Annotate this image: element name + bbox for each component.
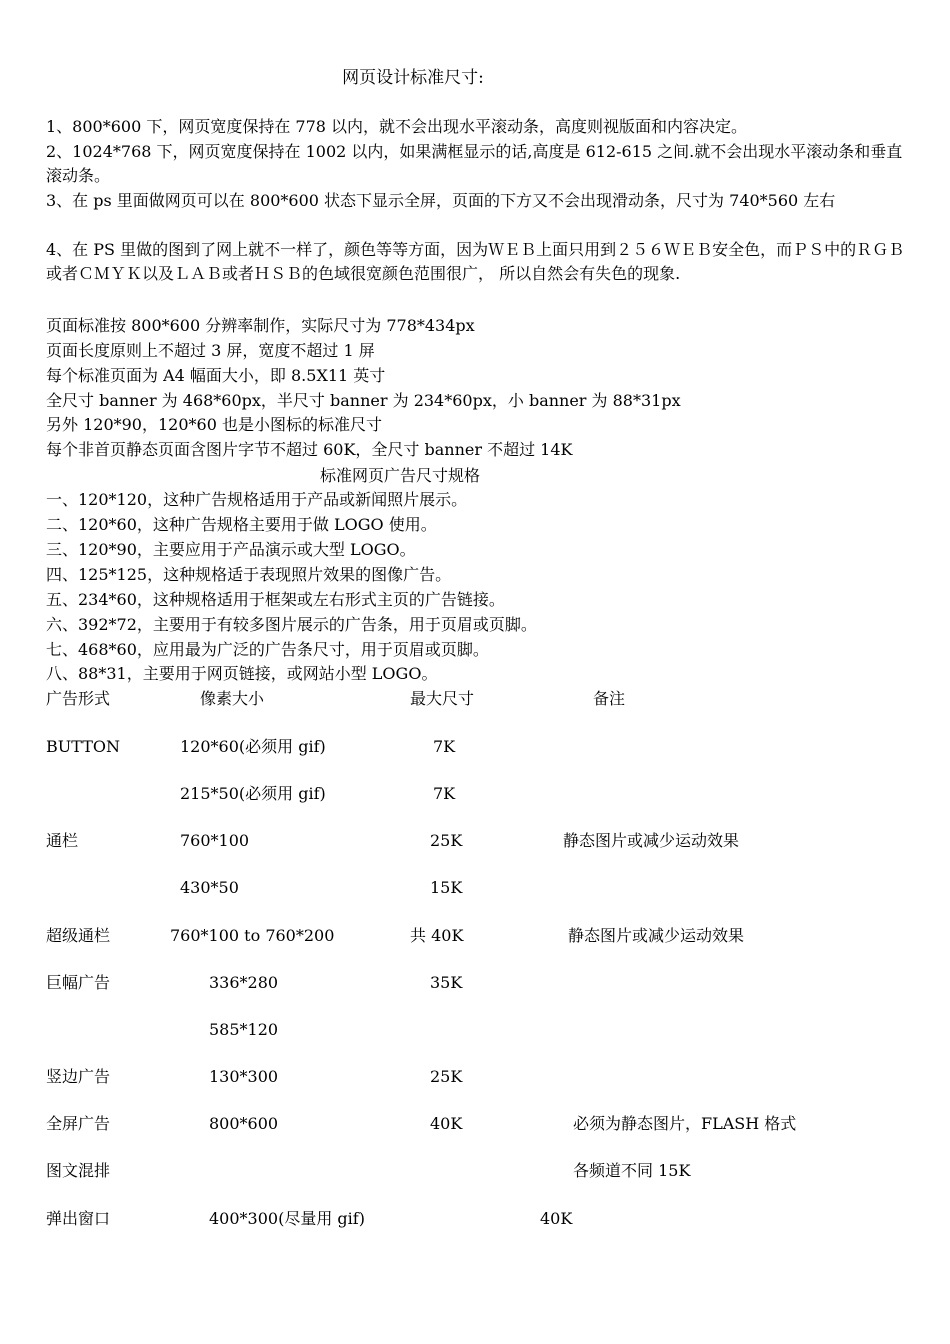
paragraph-2: 2、1024*768 下，网页宽度保持在 1002 以内，如果满框显示的话,高度是 612-615 之间.就不会出现水平滚动条和垂直滚动条。 <box>46 142 903 185</box>
spec-line: 三、120*90，主要应用于产品演示或大型 LOGO。 <box>46 540 416 559</box>
table-cell-size: 215*50(必须用 gif) <box>180 784 326 803</box>
spec-line: 五、234*60，这种规格适用于框架或左右形式主页的广告链接。 <box>46 590 505 609</box>
table-cell-max: 15K <box>430 878 463 897</box>
note-line: 页面标准按 800*600 分辨率制作，实际尺寸为 778*434px <box>46 316 475 335</box>
note-line: 页面长度原则上不超过 3 屏，宽度不超过 1 屏 <box>46 341 375 360</box>
document-title: 网页设计标准尺寸: <box>342 68 484 88</box>
table-cell-note: 各频道不同 15K <box>573 1161 691 1180</box>
note-line: 每个标准页面为 A4 幅面大小，即 8.5X11 英寸 <box>46 366 386 385</box>
paragraph-4: 4、在 PS 里做的图到了网上就不一样了，颜色等等方面，因为ＷＥＢ上面只用到２５６ＷＥＢ安全色，而ＰＳ中的ＲＧＢ或者ＣＭＹＫ以及ＬＡＢ或者ＨＳＢ的色域很宽颜色范围很广， 所以自然会有失色的现象. <box>46 240 905 283</box>
table-cell-note: 静态图片或减少运动效果 <box>568 926 745 945</box>
note-line: 每个非首页静态页面含图片字节不超过 60K，全尺寸 banner 不超过 14K <box>46 440 573 459</box>
spec-line: 八、88*31，主要用于网页链接，或网站小型 LOGO。 <box>46 664 438 683</box>
note-line: 另外 120*90，120*60 也是小图标的标准尺寸 <box>46 415 382 434</box>
table-cell-form: 弹出窗口 <box>46 1209 111 1228</box>
table-cell-size: 120*60(必须用 gif) <box>180 737 326 756</box>
table-cell-size: 585*120 <box>209 1020 279 1039</box>
table-cell-size: 336*280 <box>209 973 279 992</box>
spec-line: 六、392*72，主要用于有较多图片展示的广告条，用于页眉或页脚。 <box>46 615 537 634</box>
table-cell-max: 40K <box>540 1209 573 1228</box>
table-cell-form: 超级通栏 <box>46 926 111 945</box>
table-cell-form: 竖边广告 <box>46 1067 111 1086</box>
table-cell-max: 25K <box>430 1067 463 1086</box>
table-cell-size: 800*600 <box>209 1114 279 1133</box>
table-header-size: 像素大小 <box>200 689 265 708</box>
table-cell-form: 通栏 <box>46 831 79 850</box>
spec-line: 七、468*60，应用最为广泛的广告条尺寸，用于页眉或页脚。 <box>46 640 489 659</box>
table-header-max: 最大尺寸 <box>410 689 475 708</box>
spec-line: 四、125*125，这种规格适于表现照片效果的图像广告。 <box>46 565 452 584</box>
table-cell-form: 全屏广告 <box>46 1114 111 1133</box>
table-header-form: 广告形式 <box>46 689 111 708</box>
paragraph-1: 1、800*600 下，网页宽度保持在 778 以内，就不会出现水平滚动条，高度则视版面和内容决定。 <box>46 117 748 136</box>
table-cell-max: 共 40K <box>410 926 464 945</box>
table-cell-size: 130*300 <box>209 1067 279 1086</box>
table-cell-form: 图文混排 <box>46 1161 111 1180</box>
table-cell-max: 25K <box>430 831 463 850</box>
table-cell-max: 40K <box>430 1114 463 1133</box>
table-cell-form: BUTTON <box>46 737 120 756</box>
note-line: 全尺寸 banner 为 468*60px，半尺寸 banner 为 234*60px，小 banner 为 88*31px <box>46 391 681 410</box>
table-cell-size: 760*100 <box>180 831 250 850</box>
table-cell-note: 必须为静态图片，FLASH 格式 <box>573 1114 797 1133</box>
table-cell-size: 400*300(尽量用 gif) <box>209 1209 365 1228</box>
table-cell-size: 430*50 <box>180 878 239 897</box>
table-cell-note: 静态图片或减少运动效果 <box>563 831 740 850</box>
table-header-note: 备注 <box>593 689 626 708</box>
spec-line: 二、120*60，这种广告规格主要用于做 LOGO 使用。 <box>46 515 437 534</box>
paragraph-3: 3、在 ps 里面做网页可以在 800*600 状态下显示全屏，页面的下方又不会出现滑动条，尺寸为 740*560 左右 <box>46 191 836 210</box>
spec-line: 一、120*120，这种广告规格适用于产品或新闻照片展示。 <box>46 490 468 509</box>
table-cell-max: 7K <box>433 784 456 803</box>
table-cell-max: 35K <box>430 973 463 992</box>
table-cell-form: 巨幅广告 <box>46 973 111 992</box>
table-cell-max: 7K <box>433 737 456 756</box>
section-subtitle: 标准网页广告尺寸规格 <box>319 466 480 485</box>
table-cell-size: 760*100 to 760*200 <box>170 926 335 945</box>
